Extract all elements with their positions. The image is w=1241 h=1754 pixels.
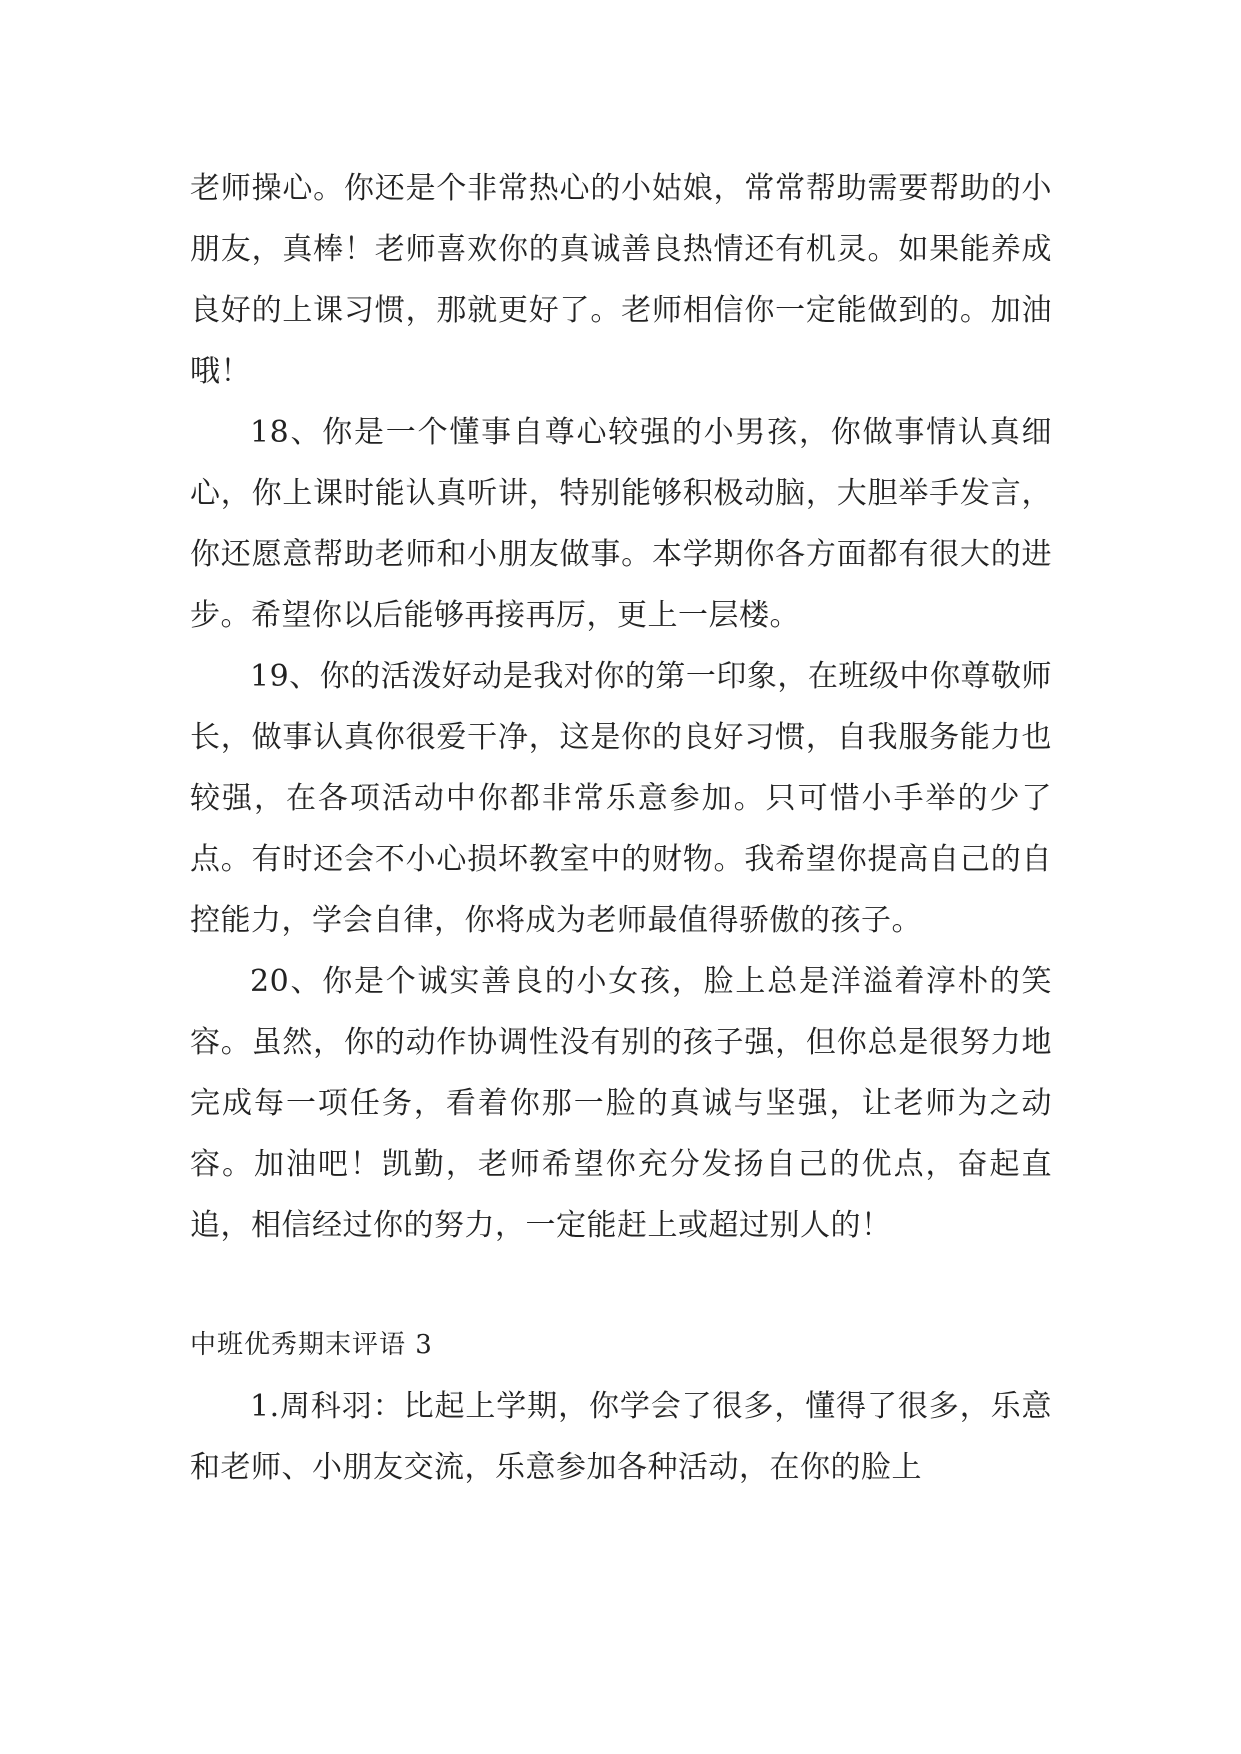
section-heading: 中班优秀期末评语 3 xyxy=(190,1330,433,1360)
paragraph-comment-s3-1: 1.周科羽：比起上学期，你学会了很多，懂得了很多，乐意和老师、小朋友交流，乐意参加各种活动，在你的脸上 xyxy=(190,1389,1052,1485)
document-page xyxy=(190,158,1052,1498)
paragraph-comment-20: 20、你是个诚实善良的小女孩，脸上总是洋溢着淳朴的笑容。虽然，你的动作协调性没有别的孩子强，但你总是很努力地完成每一项任务，看着你那一脸的真诚与坚强，让老师为之动容。加油吧！凯勤，老师希望你充分发扬自己的优点，奋起直追，相信经过你的努力，一定能赶上或超过别人的！ xyxy=(190,964,1052,1243)
paragraph-continued: 老师操心。你还是个非常热心的小姑娘，常常帮助需要帮助的小朋友，真棒！老师喜欢你的真诚善良热情还有机灵。如果能养成良好的上课习惯，那就更好了。老师相信你一定能做到的。加油哦！ xyxy=(190,171,1052,389)
paragraph-comment-19: 19、你的活泼好动是我对你的第一印象，在班级中你尊敬师长，做事认真你很爱干净，这是你的良好习惯，自我服务能力也较强，在各项活动中你都非常乐意参加。只可惜小手举的少了点。有时还会不小心损坏教室中的财物。我希望你提高自己的自控能力，学会自律，你将成为老师最值得骄傲的孩子。 xyxy=(190,659,1052,938)
paragraph-comment-18: 18、你是一个懂事自尊心较强的小男孩，你做事情认真细心，你上课时能认真听讲，特别能够积极动脑，大胆举手发言，你还愿意帮助老师和小朋友做事。本学期你各方面都有很大的进步。希望你以后能够再接再厉，更上一层楼。 xyxy=(190,415,1052,633)
